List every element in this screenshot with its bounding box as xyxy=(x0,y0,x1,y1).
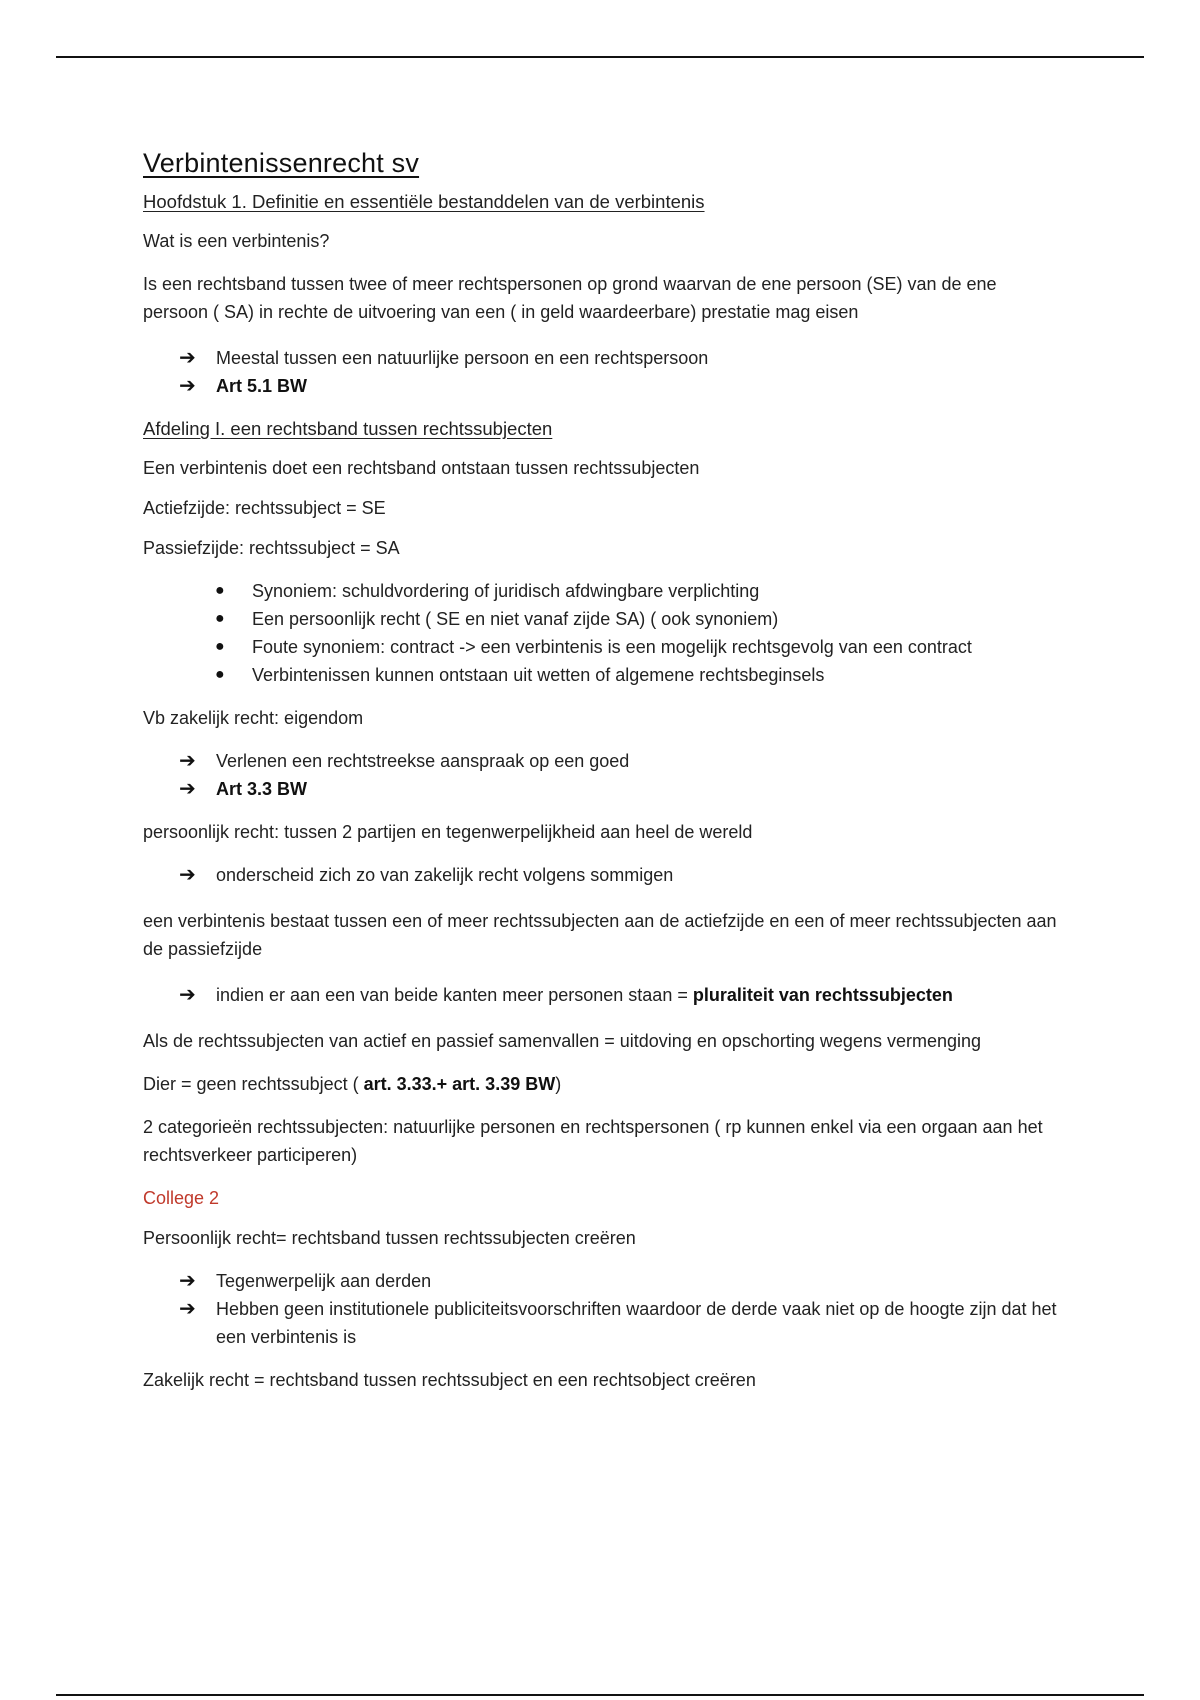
paragraph: Passiefzijde: rechtssubject = SA xyxy=(143,538,400,558)
arrow-list xyxy=(143,747,1063,803)
arrow-item: ➔ Verlenen een rechtstreekse aanspraak op een goed xyxy=(143,747,1063,775)
arrow-item: ➔ Art 5.1 BW xyxy=(143,372,1063,400)
question: Wat is een verbintenis? xyxy=(143,231,330,251)
paragraph: Als de rechtssubjecten van actief en passief samenvallen = uitdoving en opschorting wegens vermenging xyxy=(143,1031,982,1051)
arrow-item: ➔ onderscheid zich zo van zakelijk recht volgens sommigen xyxy=(143,861,1063,889)
paragraph: Actiefzijde: rechtssubject = SE xyxy=(143,498,386,518)
section-heading: Afdeling I. een rechtsband tussen rechtssubjecten xyxy=(143,418,553,439)
definition-paragraph: Is een rechtsband tussen twee of meer rechtspersonen op grond waarvan de ene persoon (SE) van de ene persoon ( SA) in rechte de uitvoering van een ( in geld waardeerbare) prestatie mag eisen xyxy=(143,274,997,322)
bullet-item: ● Verbintenissen kunnen ontstaan uit wetten of algemene rechtsbeginsels xyxy=(143,661,1063,689)
right-arrow-icon: ➔ xyxy=(179,778,196,800)
arrow-item: ➔ Art 3.3 BW xyxy=(143,775,1063,803)
right-arrow-icon: ➔ xyxy=(179,347,196,369)
paragraph: Een verbintenis doet een rechtsband ontstaan tussen rechtssubjecten xyxy=(143,458,700,478)
bullet-dot-icon: ● xyxy=(215,582,225,599)
chapter-heading: Hoofdstuk 1. Definitie en essentiële bestanddelen van de verbintenis xyxy=(143,191,705,212)
arrow-list xyxy=(143,344,1063,400)
arrow-list xyxy=(143,861,1063,889)
right-arrow-icon: ➔ xyxy=(179,375,196,397)
right-arrow-icon: ➔ xyxy=(179,1270,196,1292)
college-heading: College 2 xyxy=(143,1188,220,1208)
paragraph: een verbintenis bestaat tussen een of meer rechtssubjecten aan de actiefzijde en een of meer rechtssubjecten aan de passiefzijde xyxy=(143,911,1057,959)
arrow-item: ➔ indien er aan een van beide kanten meer personen staan = pluraliteit van rechtssubjecten xyxy=(143,981,1063,1009)
header-rule xyxy=(56,56,1144,58)
footer-rule xyxy=(56,1694,1144,1696)
right-arrow-icon: ➔ xyxy=(179,864,196,886)
right-arrow-icon: ➔ xyxy=(179,984,196,1006)
paragraph: persoonlijk recht: tussen 2 partijen en tegenwerpelijkheid aan heel de wereld xyxy=(143,822,753,842)
paragraph: Vb zakelijk recht: eigendom xyxy=(143,708,364,728)
paragraph: Zakelijk recht = rechtsband tussen rechtssubject en een rechtsobject creëren xyxy=(143,1370,756,1390)
bullet-item: ● Een persoonlijk recht ( SE en niet vanaf zijde SA) ( ook synoniem) xyxy=(143,605,1063,633)
arrow-item: ➔ Tegenwerpelijk aan derden xyxy=(143,1267,1063,1295)
bullet-item: ● Synoniem: schuldvordering of juridisch afdwingbare verplichting xyxy=(143,577,1063,605)
bullet-dot-icon: ● xyxy=(215,666,225,683)
paragraph: Dier = geen rechtssubject ( art. 3.33.+ art. 3.39 BW) xyxy=(143,1074,562,1094)
arrow-list xyxy=(143,1267,1063,1351)
bullet-dot-icon: ● xyxy=(215,610,225,627)
document-title: Verbintenissenrecht sv xyxy=(143,148,420,178)
right-arrow-icon: ➔ xyxy=(179,1298,196,1320)
arrow-item: ➔ Meestal tussen een natuurlijke persoon en een rechtspersoon xyxy=(143,344,1063,372)
paragraph: 2 categorieën rechtssubjecten: natuurlijke personen en rechtspersonen ( rp kunnen enkel via een orgaan aan het rechtsverkeer participeren) xyxy=(143,1117,1043,1165)
document-body xyxy=(143,148,1063,1409)
paragraph: Persoonlijk recht= rechtsband tussen rechtssubjecten creëren xyxy=(143,1228,636,1248)
bullet-dot-icon: ● xyxy=(215,638,225,655)
arrow-item: ➔ Hebben geen institutionele publiciteitsvoorschriften waardoor de derde vaak niet op de hoogte zijn dat het een verbintenis is xyxy=(143,1295,1063,1351)
bullet-item: ● Foute synoniem: contract -> een verbintenis is een mogelijk rechtsgevolg van een contract xyxy=(143,633,1063,661)
arrow-list xyxy=(143,981,1063,1009)
right-arrow-icon: ➔ xyxy=(179,750,196,772)
bullet-list xyxy=(143,577,1063,689)
